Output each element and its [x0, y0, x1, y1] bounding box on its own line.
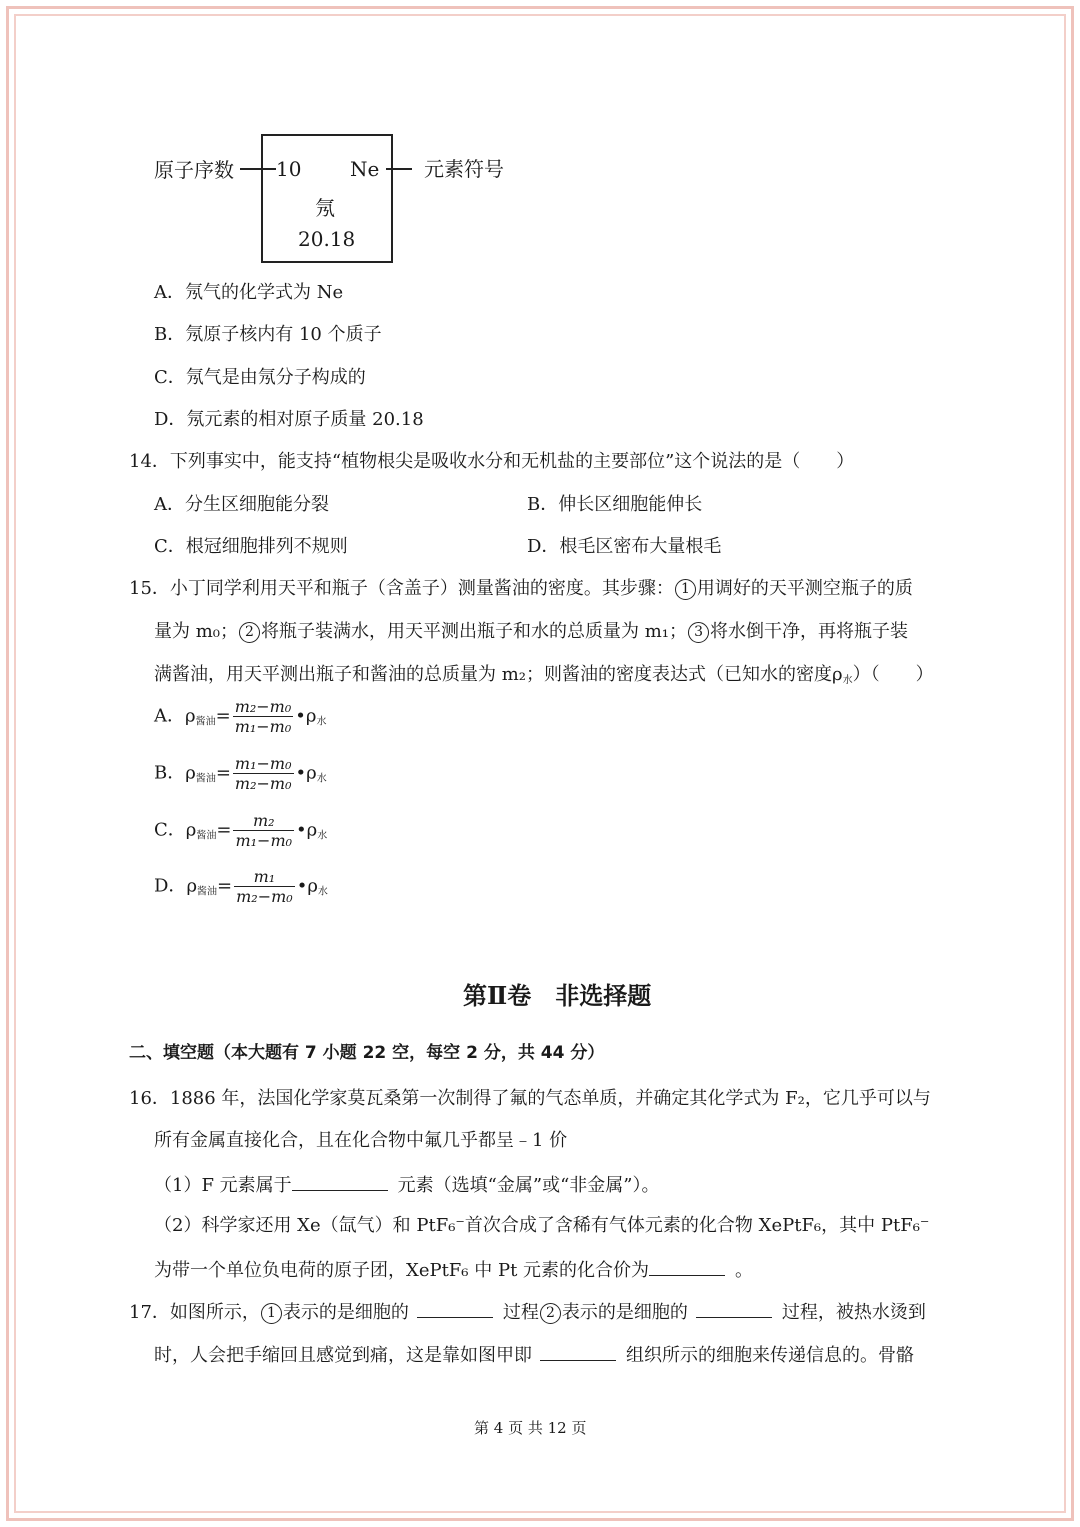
denominator: m₁−m₀ — [234, 717, 292, 736]
denominator: m₁−m₀ — [235, 831, 293, 850]
rho-subscript-soy: 酱油 — [196, 830, 217, 842]
q17-line-1b: 表示的是细胞的 — [282, 1302, 409, 1323]
numerator: m₁−m₀ — [234, 754, 292, 773]
equals-sign: = — [215, 705, 231, 727]
q15-option — [154, 754, 327, 793]
q16-line-2: 所有金属直接化合，且在化合物中氟几乎都呈﹣1 价 — [154, 1130, 568, 1151]
element-number: 10 — [276, 157, 302, 181]
option-label: D． — [154, 875, 187, 897]
rho-symbol: ρ — [185, 819, 197, 841]
atomic-number-label: 原子序数 — [154, 158, 234, 182]
q16-sub-1b: 元素（选填“金属”或“非金属”）。 — [397, 1175, 660, 1196]
q15-line-1 — [129, 577, 913, 601]
rho-symbol: ρ — [185, 762, 196, 784]
rho-subscript-water: 水 — [316, 773, 327, 785]
q16-line-1: 16．1886 年，法国化学家莫瓦桑第一次制得了氟的气态单质，并确定其化学式为 F₂，它几乎可以与 — [129, 1088, 931, 1109]
q17-line-1d: 表示的是细胞的 — [561, 1302, 688, 1323]
rho-symbol-water: ρ — [307, 875, 318, 897]
q15-line-3-end: ）（ ） — [852, 664, 934, 685]
answer-blank-2[interactable] — [649, 1257, 725, 1276]
rho-symbol-water: ρ — [306, 762, 317, 784]
symbol-leader — [386, 168, 412, 170]
rho-symbol: ρ — [185, 705, 196, 727]
rho-subscript-soy: 酱油 — [197, 886, 218, 898]
option-label: B． — [154, 762, 186, 784]
q15-line-1a: 15．小丁同学利用天平和瓶子（含盖子）测量酱油的密度。其步骤： — [129, 578, 674, 599]
q15-line-3 — [154, 663, 934, 693]
numerator: m₂−m₀ — [234, 697, 292, 716]
equals-sign: = — [215, 762, 231, 784]
q13-option-b: B．氖原子核内有 10 个质子 — [154, 324, 382, 345]
step-3-marker: 3 — [688, 622, 709, 643]
fraction — [234, 867, 295, 906]
element-name: 氖 — [315, 196, 335, 220]
equals-sign: = — [217, 875, 233, 897]
answer-blank-4[interactable] — [696, 1299, 772, 1318]
numerator: m₁ — [234, 867, 295, 887]
q17-line-1 — [129, 1299, 926, 1325]
element-symbol: Ne — [350, 157, 380, 181]
q13-option-a: A．氖气的化学式为 Ne — [154, 282, 344, 303]
q17-line-2 — [154, 1342, 914, 1368]
answer-blank-3[interactable] — [417, 1299, 493, 1318]
q14-option-c: C．根冠细胞排列不规则 — [154, 536, 348, 557]
answer-blank-1[interactable] — [292, 1172, 388, 1191]
q15-option — [154, 867, 328, 906]
q17-marker-2: 2 — [540, 1303, 561, 1324]
element-symbol-label: 元素符号 — [424, 157, 504, 181]
q15-option — [154, 811, 327, 850]
q13-option-c: C．氖气是由氖分子构成的 — [154, 367, 366, 388]
fraction — [233, 697, 294, 736]
element-mass: 20.18 — [298, 227, 356, 251]
q14-option-a: A．分生区细胞能分裂 — [154, 494, 329, 515]
q15-line-3-sub: 水 — [842, 675, 853, 686]
q15-line-3-text: 满酱油，用天平测出瓶子和酱油的总质量为 m₂；则酱油的密度表达式（已知水的密度ρ — [154, 664, 843, 685]
step-1-marker: 1 — [675, 579, 696, 600]
dot-operator: • — [295, 705, 306, 727]
q17-line-1e: 过程，被热水烫到 — [781, 1302, 926, 1323]
q17-line-2a: 时，人会把手缩回且感觉到痛，这是靠如图甲即 — [154, 1345, 532, 1366]
denominator: m₂−m₀ — [234, 774, 292, 793]
section-title: 第Ⅱ卷 非选择题 — [463, 981, 652, 1010]
part-title: 二、填空题（本大题有 7 小题 22 空，每空 2 分，共 44 分） — [129, 1043, 605, 1063]
rho-subscript-soy: 酱油 — [195, 716, 216, 728]
q16-sub-2-line-2 — [154, 1257, 753, 1283]
rho-subscript-water: 水 — [316, 716, 327, 728]
q15-line-2b: 将瓶子装满水，用天平测出瓶子和水的总质量为 m₁； — [261, 621, 688, 642]
q17-line-1a: 17．如图所示， — [129, 1302, 260, 1323]
page-number: 第 4 页 共 12 页 — [474, 1419, 587, 1437]
rho-symbol: ρ — [186, 875, 198, 897]
q17-line-2b: 组织所示的细胞来传递信息的。骨骼 — [626, 1345, 914, 1366]
step-2-marker: 2 — [239, 622, 260, 643]
q16-sub-2-line-1: （2）科学家还用 Xe（氙气）和 PtF₆⁻首次合成了含稀有气体元素的化合物 XePtF₆，其中 PtF₆⁻ — [154, 1215, 930, 1236]
q15-line-1b: 用调好的天平测空瓶子的质 — [696, 578, 913, 599]
q13-option-d: D．氖元素的相对原子质量 20.18 — [154, 409, 424, 430]
q16-sub-1 — [154, 1172, 659, 1198]
answer-blank-5[interactable] — [540, 1342, 616, 1361]
option-label: A． — [154, 705, 185, 727]
dot-operator: • — [296, 819, 307, 841]
dot-operator: • — [295, 762, 307, 784]
q14-option-b: B．伸长区细胞能伸长 — [527, 494, 703, 515]
q15-line-2a: 量为 m₀； — [154, 621, 239, 642]
rho-subscript-soy: 酱油 — [195, 773, 216, 785]
rho-symbol-water: ρ — [306, 819, 318, 841]
dot-operator: • — [296, 875, 308, 897]
q16-sub-2-line-2a: 为带一个单位负电荷的原子团，XePtF₆ 中 Pt 元素的化合价为 — [154, 1260, 650, 1281]
q15-line-2 — [154, 620, 908, 644]
q14-option-d: D．根毛区密布大量根毛 — [527, 536, 722, 557]
option-label: C． — [154, 819, 186, 841]
rho-subscript-water: 水 — [317, 886, 328, 898]
q16-sub-2-line-2b: 。 — [735, 1260, 754, 1281]
q17-line-1c: 过程 — [502, 1302, 539, 1323]
fraction — [233, 811, 294, 850]
numerator: m₂ — [233, 811, 294, 831]
fraction — [233, 754, 294, 793]
rho-symbol-water: ρ — [305, 705, 317, 727]
denominator: m₂−m₀ — [236, 887, 293, 906]
q14-stem: 14．下列事实中，能支持“植物根尖是吸收水分和无机盐的主要部位”这个说法的是（ ） — [129, 451, 855, 472]
rho-subscript-water: 水 — [317, 830, 328, 842]
q15-option — [154, 697, 326, 736]
q16-sub-1a: （1）F 元素属于 — [154, 1175, 292, 1196]
q17-marker-1: 1 — [261, 1303, 282, 1324]
equals-sign: = — [216, 819, 232, 841]
q15-line-2c: 将水倒干净，再将瓶子装 — [710, 621, 909, 642]
